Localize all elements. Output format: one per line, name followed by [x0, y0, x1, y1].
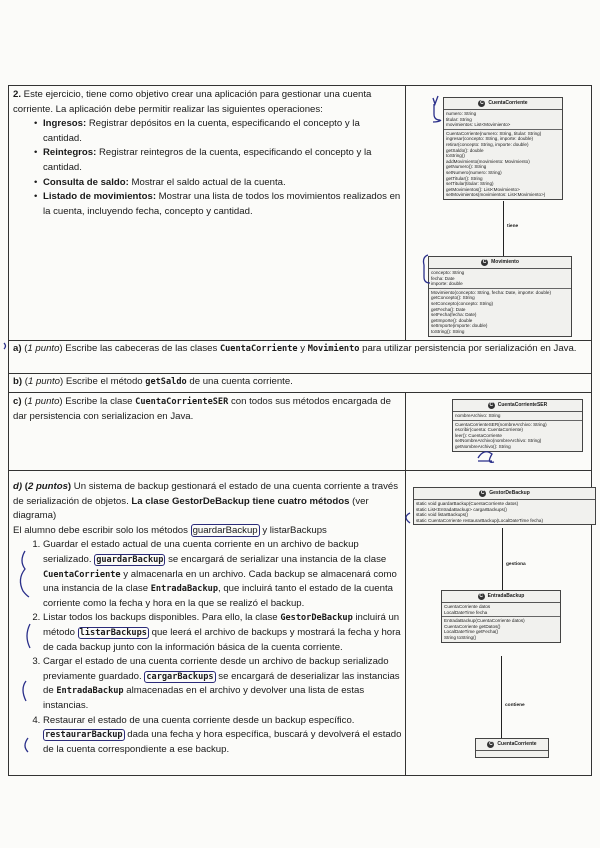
column-divider: [405, 470, 406, 776]
attribute: movimientos: List<Movimiento>: [446, 122, 511, 128]
question-label: c): [13, 396, 22, 407]
term: Reintegros:: [43, 147, 97, 159]
text: que leerá el archivo de backups y mostrará la fecha y hora de cada backup junto con la información básica de la cuenta corriente.: [43, 626, 401, 653]
method: setConcepto(concepto: String): [431, 300, 494, 306]
class-name: GestorDeBackup: [489, 490, 530, 496]
points: 1 punto: [27, 343, 60, 354]
class-icon: C: [489, 741, 493, 747]
list-item: [43, 146, 401, 175]
text: y almacenarla en un archivo. Cada backup se almacenará como una instancia de la clase: [43, 568, 397, 595]
method: ingresar(concepto: String, importe: double): [446, 136, 534, 142]
uml-class-cuentacorriente-small: [475, 738, 549, 758]
code: CuentaCorriente: [43, 569, 121, 580]
exercise-2-text: [13, 88, 401, 219]
text: Restaurar el estado de una cuenta corriente desde un backup específico.: [43, 714, 355, 726]
methods: [442, 617, 560, 641]
association-label: contiene: [505, 703, 525, 708]
text: se encargará de serializar una instancia de la clase: [165, 553, 387, 565]
term: Consulta de saldo:: [43, 176, 129, 188]
code: listarBackups: [79, 627, 147, 638]
uml-class-entradabackup: [441, 590, 561, 643]
method: CuentaCorrienteSER(nombreArchivo: String): [455, 421, 547, 427]
text: , que incluirá tanto el estado de la cuenta corriente como la fecha y hora en la que se realizó el backup.: [43, 583, 393, 609]
method: static List<EntradaBackup> cargarBackups(): [416, 506, 507, 512]
method-name: listarBackups: [269, 524, 327, 536]
attributes: [442, 603, 560, 617]
methods: [414, 500, 595, 524]
description: Registrar reintegros de la cuenta, especificando el concepto y la cantidad.: [43, 147, 372, 173]
text: Escribe las cabeceras de las clases: [62, 343, 220, 354]
association-line: [503, 201, 504, 257]
class-icon: C: [489, 402, 494, 408]
tasks-list: [13, 538, 403, 757]
list-item: [43, 611, 403, 655]
list-item: [43, 190, 401, 219]
method: escribir(cuenta: CuentaCorriente): [455, 427, 523, 433]
text: para utilizar persistencia por serialización en Java.: [359, 343, 577, 354]
text: almacenadas en el archivo y devolver una lista de estas instancias.: [43, 685, 365, 711]
attribute: concepto: String: [431, 270, 465, 275]
attribute: CuentaCorriente datos: [444, 604, 491, 609]
method: addMovimiento(movimiento: Movimiento): [446, 158, 530, 164]
exercise-number: 2.: [13, 89, 22, 100]
text: Cargar el estado de una cuenta corriente desde un archivo de backup serializado previamente guardado.: [43, 656, 389, 682]
question-d: d) (2 puntos) Un sistema de backup gestionará el estado de una cuenta corriente a través de serialización de objetos. La clase GestorDeBackup tiene cuatro métodos (ver diagrama) El alumno debe escribir solo los métodos guardarBackup y listarBackups 1. Guardar el estado actual de una cuenta corriente en un archivo de backup serializado. guardarBackup se encargará de serializar una instancia de la clase CuentaCorriente y almacenarla en un archivo. Cada backup se almacenará como una instancia de la clase EntradaBackup, que incluirá tanto el estado de la cuenta corriente como la fecha y hora en la que se realizó el backup. 2. Listar todos los backups disponibles. Para ello, la clase GestorDeBackup incluirá un método listarBackups que leerá el archivo de backups y mostrará la fecha y hora de cada backup junto con la información básica de la cuenta corriente. 3. Cargar el estado de una cuenta corriente desde un archivo de backup serializado previamente guardado. cargarBackups se encargará de deserializar las instancias de EntradaBackup almacenadas en el archivo y devolver una lista de estas instancias. 4. Restaurar el estado de una cuenta corriente desde un backup específico. restaurarBackup dada una fecha y hora específica, buscará y devolverá el estado de la cuenta correspondiente a ese backup.: [13, 480, 403, 757]
text: y: [297, 343, 308, 354]
list-item: [43, 117, 401, 146]
method: EntradaBackup(CuentaCorriente datos): [444, 618, 525, 624]
method: getSaldo(): double: [446, 147, 484, 153]
class-name: CuentaCorriente: [488, 100, 528, 106]
method: getFecha(): Date: [431, 306, 466, 312]
text: Escribe la clase: [62, 396, 136, 407]
points: 1 punto: [27, 396, 60, 407]
association-line: [502, 528, 503, 590]
question-label: b): [13, 376, 23, 387]
method: getNumero(): String: [446, 164, 487, 170]
attribute: LocalDateTime fecha: [444, 609, 488, 615]
question-c: c) (1 punto) Escribe la clase CuentaCorrienteSER con todos sus métodos encargada de dar persistencia con serializacion en Java.: [13, 396, 391, 422]
method: toString(): [446, 153, 465, 159]
class-name: Movimiento: [491, 259, 519, 265]
code: GestorDeBackup: [280, 613, 353, 624]
code: CuentaCorrienteSER: [135, 397, 229, 407]
text: dada una fecha y hora específica, buscará y devolverá el estado de la cuenta correspondiente a ese backup.: [43, 729, 402, 755]
code: getSaldo: [145, 377, 187, 387]
text: Escribe el método: [63, 376, 146, 387]
question-a: a) (1 punto) Escribe las cabeceras de las clases CuentaCorriente y Movimiento para utilizar persistencia por serialización en Java.: [13, 343, 577, 354]
code: CuentaCorriente: [219, 344, 298, 354]
code: restaurarBackup: [45, 730, 123, 741]
attributes: [444, 110, 562, 130]
description: Mostrar una lista de todos los movimientos realizados en la cuenta, incluyendo fecha, concepto y cantidad.: [43, 191, 401, 217]
attribute: titular: String: [446, 116, 472, 122]
method: getConcepto(): String: [431, 295, 475, 301]
description: Registrar depósitos en la cuenta, especificando el concepto y la cantidad.: [43, 118, 360, 144]
class-icon: C: [482, 259, 487, 265]
uml-class-movimiento: [428, 256, 572, 337]
list-item: [43, 538, 403, 611]
class-icon: C: [480, 490, 485, 496]
column-divider: [405, 85, 406, 341]
method: static void listarBackups(): [416, 512, 469, 518]
method: Movimiento(concepto: String, fecha: Date, importe: double): [431, 289, 552, 295]
method: static void guardarBackup(CuentaCorriente datos): [416, 501, 519, 506]
method: toString(): String: [431, 328, 465, 334]
list-item: [43, 655, 403, 713]
method: static CuentaCorriente restaurarBackup(LocalDateTime fecha): [416, 517, 543, 523]
method: String toString(): [444, 634, 477, 640]
association-label: gestiona: [506, 562, 526, 567]
text: con todos sus métodos encargada de dar persistencia con serializacion en Java.: [13, 396, 391, 422]
list-item: [43, 714, 403, 758]
points: 2 puntos: [27, 481, 68, 492]
class-name: CuentaCorriente: [497, 741, 537, 747]
method: retirar(concepto: String, importe: double): [446, 141, 529, 147]
methods: [444, 130, 562, 199]
term: Listado de movimientos:: [43, 191, 157, 203]
column-divider: [405, 392, 406, 471]
uml-class-cuentacorriente: [443, 97, 563, 200]
text: Listar todos los backups disponibles. Para ello, la clase: [43, 612, 281, 624]
attribute: nombreArchivo: String: [455, 413, 501, 418]
method: setNombreArchivo(nombreArchivo: String): [455, 438, 542, 444]
text: Un sistema de backup gestionará el estado de una cuenta corriente a través de serialización de objetos.: [13, 481, 399, 507]
points: 1 punto: [27, 376, 60, 387]
question-label: d): [13, 481, 23, 492]
method-name: guardarBackup: [192, 524, 258, 536]
code: guardarBackup: [96, 554, 164, 565]
uml-class-cuentacorrienteser: [452, 399, 583, 452]
uml-class-gestordebackup: [413, 487, 596, 525]
method: getImporte(): double: [431, 317, 473, 323]
method: getNombreArchivo(): String: [455, 443, 511, 449]
question-b: b) (1 punto) Escribe el método getSaldo de una cuenta corriente.: [13, 376, 293, 387]
method: setMovimientos(movimientos: List<Movimiento>): [446, 192, 546, 198]
attributes: [429, 269, 571, 289]
description: Mostrar el saldo actual de la cuenta.: [128, 176, 286, 188]
attributes: [453, 412, 582, 421]
text: de una cuenta corriente.: [186, 376, 293, 387]
text: (ver diagrama): [13, 495, 369, 522]
attribute: fecha: Date: [431, 275, 455, 281]
text: El alumno debe escribir solo los métodos: [13, 524, 191, 536]
list-item: [43, 176, 401, 191]
method: setFecha(fecha: Date): [431, 312, 477, 318]
operations-list: [13, 117, 401, 219]
text: y: [259, 524, 270, 536]
exercise-intro: Este ejercicio, tiene como objetivo crear una aplicación para gestionar una cuenta corriente. La aplicación debe permitir realizar las siguientes operaciones:: [13, 89, 372, 115]
method: setNumero(numero: String): [446, 169, 502, 175]
association-label: tiene: [507, 224, 519, 229]
class-name: EntradaBackup: [487, 593, 525, 599]
term: Ingresos:: [43, 118, 87, 130]
method: CuentaCorriente getDatos(): [444, 623, 501, 629]
code: EntradaBackup: [56, 686, 124, 697]
methods: [429, 289, 571, 336]
question-label: a): [13, 343, 22, 354]
association-line: [501, 656, 502, 739]
text: se encargará de deserializar las instancias de: [43, 670, 400, 697]
text: incluirá un método: [43, 612, 400, 638]
method: leer(): CuentaCorriente: [455, 432, 502, 438]
code: EntradaBackup: [150, 584, 218, 595]
class-icon: C: [479, 593, 483, 599]
method: LocalDateTime getFecha(): [444, 629, 499, 635]
attribute: numero: String: [446, 111, 477, 116]
class-icon: C: [480, 100, 484, 106]
text: La clase GestorDeBackup tiene cuatro métodos: [131, 495, 350, 507]
attribute: importe: double: [431, 281, 463, 287]
class-name: CuentaCorrienteSER: [497, 402, 548, 408]
method: setImporte(importe: double): [431, 323, 488, 329]
method: setTitular(titular: String): [446, 181, 494, 187]
code: Movimiento: [307, 344, 360, 354]
code: cargarBackups: [146, 671, 214, 682]
text: Guardar el estado actual de una cuenta corriente en un archivo de backup serializado.: [43, 539, 359, 565]
method: getTitular(): String: [446, 175, 483, 181]
method: getMovimientos(): List<Movimiento>: [446, 186, 520, 192]
method: CuentaCorriente(numero: String, titular: String): [446, 130, 542, 136]
methods: [453, 421, 582, 451]
